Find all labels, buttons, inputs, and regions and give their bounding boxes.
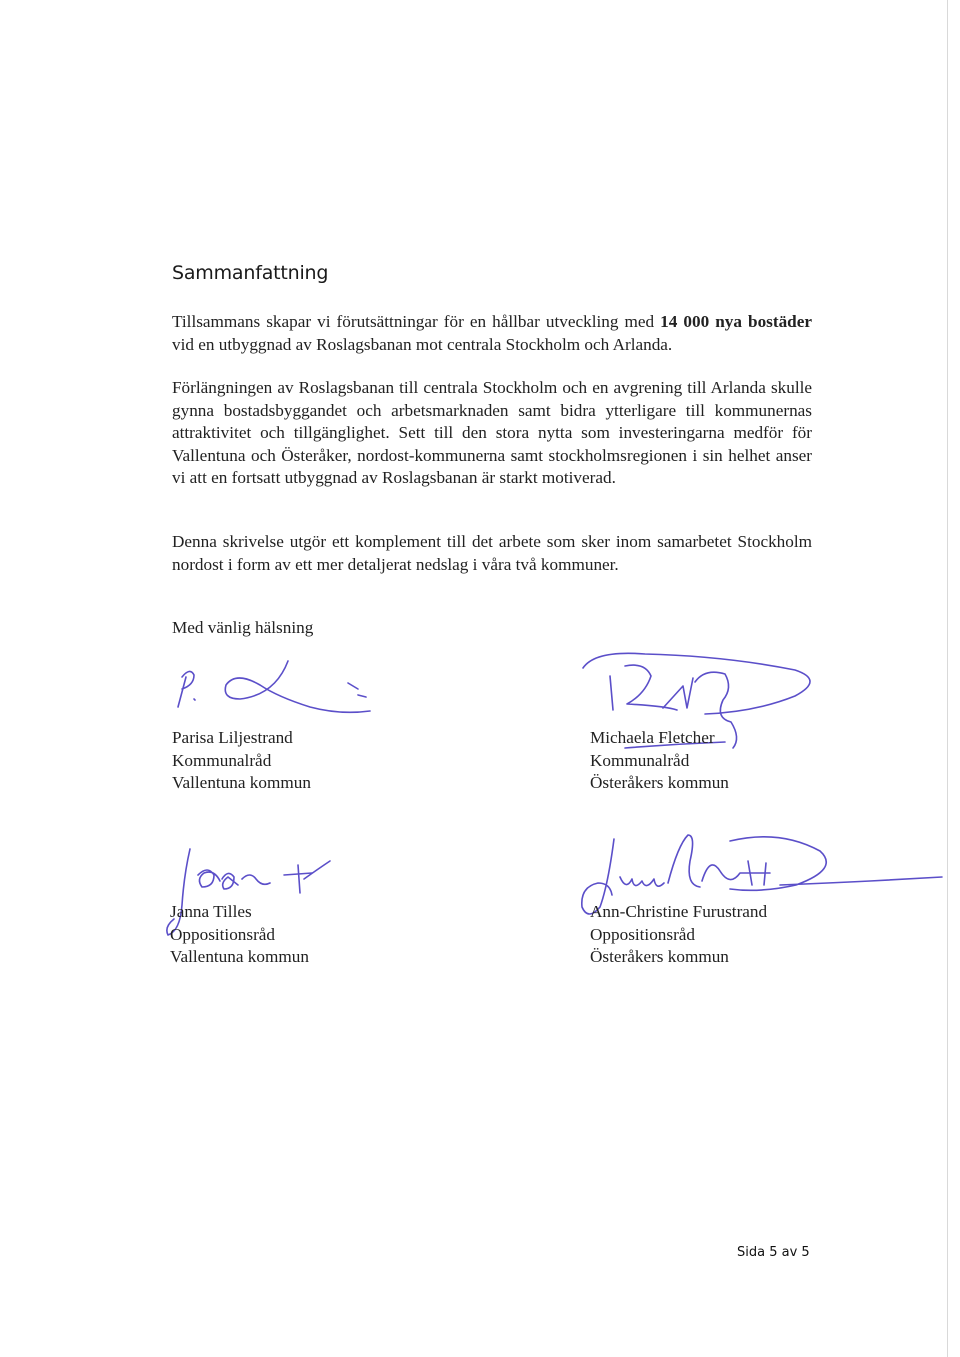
paragraph-1-text-start: Tillsammans skapar vi förutsättningar för en hållbar utveckling med xyxy=(172,312,661,331)
signatory-block-4 xyxy=(590,901,767,969)
summary-paragraph-2: Förlängningen av Roslagsbanan till centrala Stockholm och en avgrening till Arlanda skulle gynna bostadsbyggandet och arbetsmarknaden samt bidra ytterligare till kommunernas attraktivitet och tillgänglighet. Sett till den stora nytta som investeringarna medför för Vallentuna och Österåker, nordost-kommunerna samt stockholmsregionen i sin helhet anser vi att en fortsatt utbyggnad av Roslagsbanan är starkt motiverad. xyxy=(172,378,812,487)
signatory-title: Kommunalråd xyxy=(590,750,690,770)
signatory-organization: Vallentuna kommun xyxy=(170,947,309,966)
signatory-title: Oppositionsråd xyxy=(590,924,696,944)
paragraph-1-text-end: vid en utbyggnad av Roslagsbanan mot centrala Stockholm och Arlanda. xyxy=(172,334,673,354)
summary-paragraph-1 xyxy=(172,311,812,356)
signatory-name: Michaela Fletcher xyxy=(590,728,715,747)
section-heading: Sammanfattning xyxy=(172,262,329,284)
signatory-block-1 xyxy=(172,727,311,795)
page-edge-line xyxy=(947,0,948,1357)
signatory-title: Oppositionsråd xyxy=(170,924,276,944)
signatory-organization: Österåkers kommun xyxy=(590,947,729,966)
signatory-block-3 xyxy=(170,901,309,969)
signatory-block-2 xyxy=(590,727,729,795)
signatory-title: Kommunalråd xyxy=(172,750,272,770)
signatory-organization: Österåkers kommun xyxy=(590,773,729,792)
paragraph-1-bold-highlight: 14 000 nya bostäder xyxy=(660,312,812,331)
handwritten-signature-1 xyxy=(160,655,390,735)
signatory-name: Parisa Liljestrand xyxy=(172,728,293,747)
page-number-footer: Sida 5 av 5 xyxy=(737,1245,810,1260)
signatory-name: Ann-Christine Furustrand xyxy=(590,902,768,921)
signatory-name: Janna Tilles xyxy=(170,902,252,921)
closing-greeting: Med vänlig hälsning xyxy=(172,618,314,637)
signatory-organization: Vallentuna kommun xyxy=(172,773,311,792)
summary-paragraph-3: Denna skrivelse utgör ett komplement till det arbete som sker inom samarbetet Stockholm nordost i form av ett mer detaljerat nedslag i våra två kommuner. xyxy=(172,532,812,574)
